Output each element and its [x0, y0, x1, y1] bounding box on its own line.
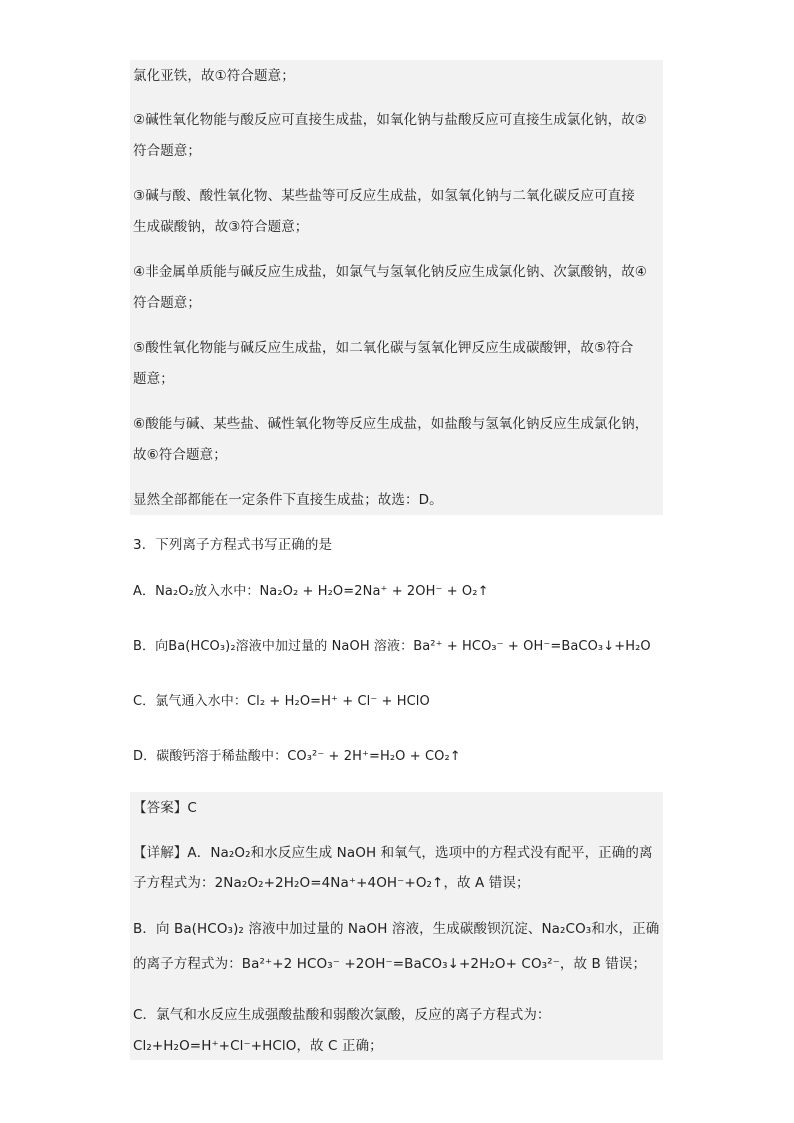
detail-line: 【详解】A．Na₂O₂和水反应生成 NaOH 和氧气，选项中的方程式没有配平，正确的离: [133, 845, 653, 861]
option-a-prefix: A．: [133, 584, 156, 599]
explanation-line: 符合题意；: [133, 295, 201, 311]
option-c-prefix: C．: [133, 694, 156, 709]
option-b-text: 向Ba(HCO₃)₂溶液中加过量的 NaOH 溶液：Ba²⁺ + HCO₃⁻ + OH⁻=BaCO₃↓+H₂O: [155, 639, 651, 654]
explanation-line: 故⑥符合题意；: [133, 447, 227, 463]
detail-line: 的离子方程式为：Ba²⁺+2 HCO₃⁻ +2OH⁻=BaCO₃↓+2H₂O+ CO₃²⁻，故 B 错误；: [133, 956, 647, 972]
explanation-line: ②碱性氧化物能与酸反应可直接生成盐，如氧化钠与盐酸反应可直接生成氯化钠，故②: [133, 112, 648, 128]
answer-label: 【答案】C: [133, 800, 197, 816]
option-a-text: Na₂O₂放入水中：Na₂O₂ + H₂O=2Na⁺ + 2OH⁻ + O₂↑: [155, 584, 489, 599]
explanation-line: 符合题意；: [133, 143, 201, 159]
detail-line: B．向 Ba(HCO₃)₂ 溶液中加过量的 NaOH 溶液，生成碳酸钡沉淀、Na₂CO₃和水，正确: [133, 921, 660, 937]
option-c: [133, 692, 430, 712]
detail-line: Cl₂+H₂O=H⁺+Cl⁻+HClO，故 C 正确；: [133, 1038, 383, 1054]
explanation-line: ③碱与酸、酸性氧化物、某些盐等可反应生成盐，如氢氧化钠与二氧化碳反应可直接: [133, 188, 635, 204]
detail-line: 子方程式为：2Na₂O₂+2H₂O=4Na⁺+4OH⁻+O₂↑，故 A 错误；: [133, 875, 530, 891]
explanation-line: ⑥酸能与碱、某些盐、碱性氧化物等反应生成盐，如盐酸与氢氧化钠反应生成氯化钠，: [133, 416, 649, 432]
option-b-prefix: B．: [133, 639, 156, 654]
detail-line: C．氯气和水反应生成强酸盐酸和弱酸次氯酸，反应的离子方程式为：: [133, 1007, 551, 1023]
explanation-line: 题意；: [133, 371, 174, 387]
option-d: [133, 747, 461, 767]
explanation-line: 氯化亚铁，故①符合题意；: [133, 68, 295, 84]
option-a: [133, 582, 489, 602]
option-d-prefix: D．: [133, 749, 157, 764]
explanation-line: 显然全部都能在一定条件下直接生成盐；故选：D。: [133, 492, 443, 508]
explanation-line: 生成碳酸钠，故③符合题意；: [133, 219, 309, 235]
option-c-text: 氯气通入水中：Cl₂ + H₂O=H⁺ + Cl⁻ + HClO: [155, 694, 430, 709]
option-d-text: 碳酸钙溶于稀盐酸中：CO₃²⁻ + 2H⁺=H₂O + CO₂↑: [156, 749, 461, 764]
question-stem: 3．下列离子方程式书写正确的是: [133, 537, 333, 553]
explanation-line: ⑤酸性氧化物能与碱反应生成盐，如二氧化碳与氢氧化钾反应生成碳酸钾，故⑤符合: [133, 340, 634, 356]
option-b: [133, 637, 651, 657]
explanation-line: ④非金属单质能与碱反应生成盐，如氯气与氢氧化钠反应生成氯化钠、次氯酸钠，故④: [133, 264, 648, 280]
